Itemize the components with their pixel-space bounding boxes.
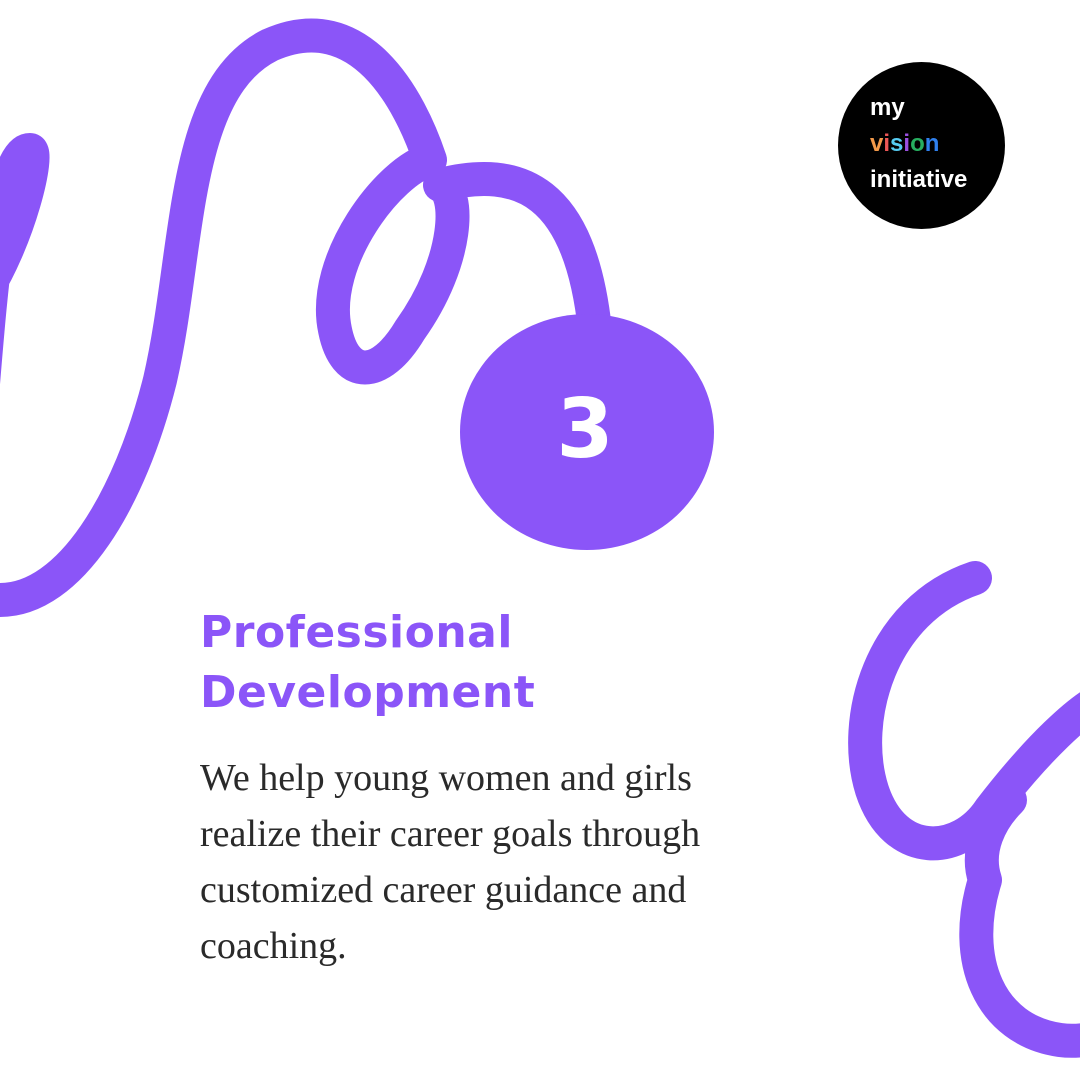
heading-line-2: Development [200, 667, 536, 718]
logo-letter: n [924, 130, 940, 157]
logo-line-vision [870, 126, 967, 162]
step-number: 3 [556, 382, 614, 477]
logo-letter: i [903, 130, 911, 157]
logo-letter: v [870, 130, 884, 157]
section-description: We help young women and girls realize their career goals through customized career guidance and coaching. [200, 757, 701, 967]
logo-letter: s [890, 130, 904, 157]
logo-line-my: my [870, 94, 905, 121]
right-squiggle-line [865, 578, 1080, 1041]
logo-letter: o [910, 130, 925, 157]
logo-letter: i [883, 130, 891, 157]
heading-line-1: Professional [200, 607, 513, 658]
my-vision-initiative-logo [838, 62, 1005, 229]
section-heading [200, 603, 535, 723]
logo-wordmark [870, 90, 967, 198]
logo-line-initiative: initiative [870, 166, 968, 193]
